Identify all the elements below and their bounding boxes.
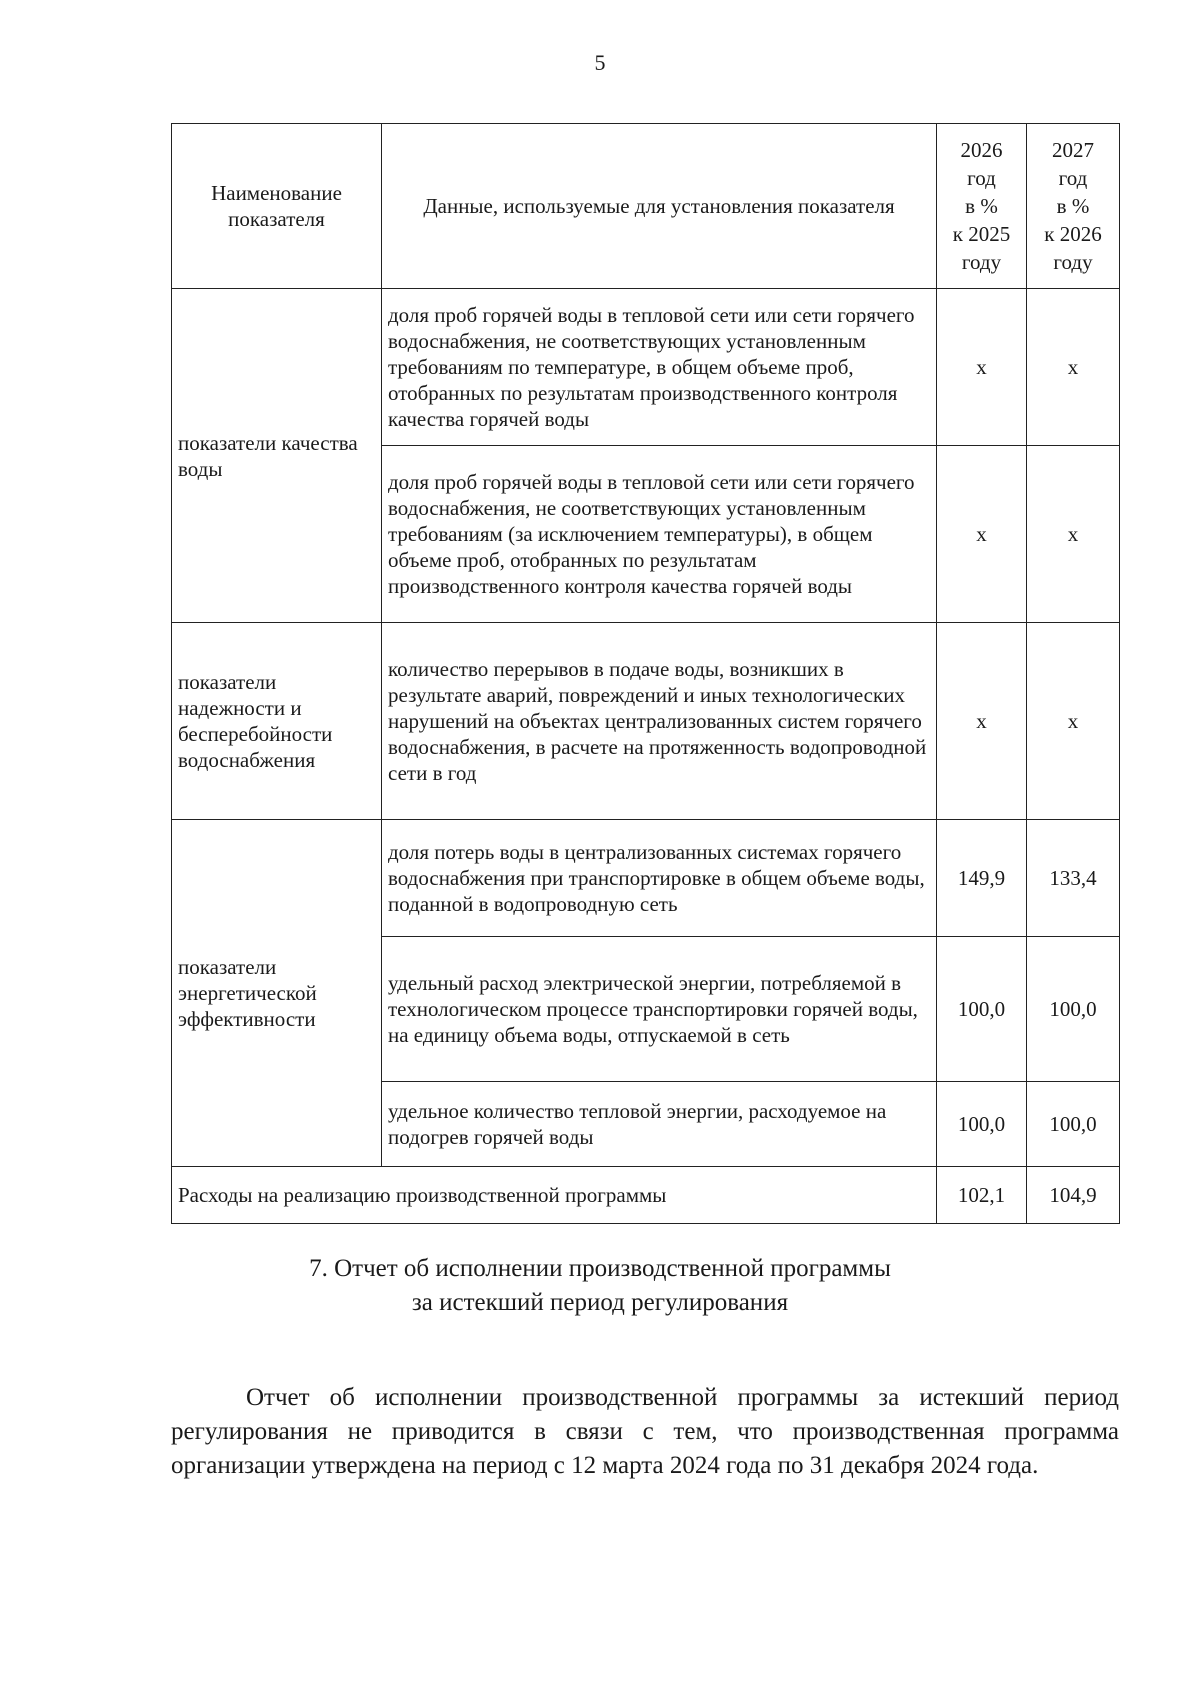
- table-header-row: [172, 124, 1120, 289]
- row-value-2026: x: [937, 289, 1027, 446]
- header-year-2026-line: в %: [965, 194, 998, 218]
- row-data-cell: доля проб горячей воды в тепловой сети или сети горячего водоснабжения, не соответствующих установленным требованиям (за исключением температуры), в общем объеме проб, отобранных по результатам производственного контроля качества горячей воды: [382, 446, 937, 623]
- indicators-table: [171, 123, 1120, 1224]
- header-year-2026-line: год: [967, 166, 996, 190]
- row-value-2027: 100,0: [1027, 937, 1120, 1082]
- header-year-2027-line: 2027: [1052, 138, 1094, 162]
- row-data-cell: доля проб горячей воды в тепловой сети или сети горячего водоснабжения, не соответствующих установленным требованиям по температуре, в общем объеме проб, отобранных по результатам производственного контроля качества горячей воды: [382, 289, 937, 446]
- row-value-2026: 100,0: [937, 937, 1027, 1082]
- row-value-2027: x: [1027, 289, 1120, 446]
- header-indicator-name: Наименование показателя: [172, 124, 382, 289]
- row-value-2026: 100,0: [937, 1082, 1027, 1167]
- expenses-label: Расходы на реализацию производственной программы: [172, 1167, 937, 1224]
- header-year-2027-line: к 2026: [1044, 222, 1102, 246]
- row-data-cell: доля потерь воды в централизованных системах горячего водоснабжения при транспортировке в общем объеме воды, поданной в водопроводную сеть: [382, 820, 937, 937]
- header-year-2027: [1027, 124, 1120, 289]
- header-year-2027-line: год: [1058, 166, 1088, 190]
- row-data-cell: удельный расход электрической энергии, потребляемой в технологическом процессе транспортировки горячей воды, на единицу объема воды, отпускаемой в сеть: [382, 937, 937, 1082]
- header-year-2027-line: году: [1053, 250, 1093, 274]
- table-row: [172, 820, 1120, 937]
- section-title-line: 7. Отчет об исполнении производственной программы: [309, 1255, 891, 1282]
- row-data-cell: количество перерывов в подаче воды, возникших в результате аварий, повреждений и иных технологических нарушений на объектах централизованных систем горячего водоснабжения, в расчете на протяженность водопроводной сети в год: [382, 623, 937, 820]
- row-value-2027: x: [1027, 623, 1120, 820]
- expenses-value-2027: 104,9: [1027, 1167, 1120, 1224]
- row-value-2026: x: [937, 446, 1027, 623]
- section-title-line: за истекший период регулирования: [411, 1289, 789, 1316]
- table-row-expenses: [172, 1167, 1120, 1224]
- group-name-reliability: показатели надежности и бесперебойности водоснабжения: [172, 623, 382, 820]
- header-indicator-data: Данные, используемые для установления показателя: [382, 124, 937, 289]
- section-title: [0, 1252, 1200, 1320]
- table-row: [172, 289, 1120, 446]
- header-year-2027-line: в %: [1056, 194, 1090, 218]
- header-year-2026: [937, 124, 1027, 289]
- row-data-cell: удельное количество тепловой энергии, расходуемое на подогрев горячей воды: [382, 1082, 937, 1167]
- header-year-2026-line: 2026: [960, 138, 1003, 162]
- report-paragraph: Отчет об исполнении производственной программы за истекший период регулирования не приводится в связи с тем, что производственная программа организации утверждена на период с 12 марта 2024 года по 31 декабря 2024 года.: [171, 1384, 1119, 1479]
- expenses-value-2026: 102,1: [937, 1167, 1027, 1224]
- row-value-2026: x: [937, 623, 1027, 820]
- header-year-2026-line: году: [961, 250, 1002, 274]
- row-value-2027: 100,0: [1027, 1082, 1120, 1167]
- group-name-energy: показатели энергетической эффективности: [172, 820, 382, 1167]
- header-year-2026-line: к 2025: [952, 222, 1011, 246]
- group-name-quality: показатели качества воды: [172, 289, 382, 623]
- table-row: [172, 623, 1120, 820]
- page-number: 5: [594, 50, 606, 75]
- row-value-2027: 133,4: [1027, 820, 1120, 937]
- row-value-2027: x: [1027, 446, 1120, 623]
- row-value-2026: 149,9: [937, 820, 1027, 937]
